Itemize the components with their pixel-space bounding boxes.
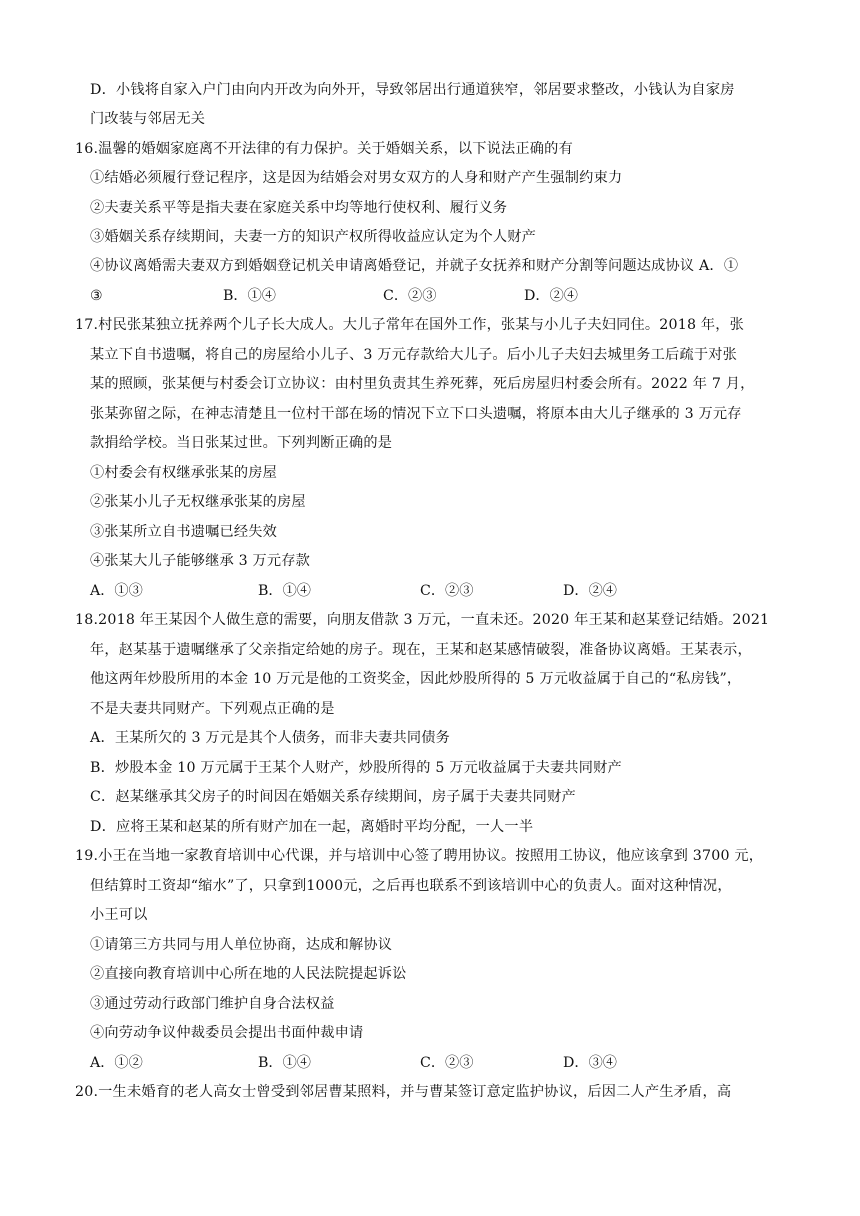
q17-stem-line4: 张某弥留之际，在神志清楚且一位村干部在场的情况下立下口头遗嘱，将原本由大儿子继承的 3 万元存	[90, 406, 742, 422]
q16-option-c: C．②③	[383, 288, 437, 304]
q15-option-d-line1: D．小钱将自家入户门由向内开改为向外开，导致邻居出行通道狭窄，邻居要求整改，小钱认为自家房	[90, 82, 735, 98]
q19-statement-4: ④向劳动争议仲裁委员会提出书面仲裁申请	[90, 1025, 364, 1041]
q19-stem-line3: 小王可以	[90, 907, 148, 923]
q16-statement-3: ③婚姻关系存续期间，夫妻一方的知识产权所得收益应认定为个人财产	[90, 229, 537, 245]
q18-option-c: C．赵某继承其父房子的时间因在婚姻关系存续期间，房子属于夫妻共同财产	[90, 789, 576, 805]
q16-statement-4: ④协议离婚需夫妻双方到婚姻登记机关申请离婚登记，并就子女抚养和财产分割等问题达成协议 A．①	[90, 258, 739, 274]
q18-stem-line1: 18.2018 年王某因个人做生意的需要，向朋友借款 3 万元，一直未还。2020 年王某和赵某登记结婚。2021	[75, 612, 770, 628]
q17-option-c: C．②③	[420, 583, 474, 599]
q19-option-c: C．②③	[420, 1055, 474, 1071]
q16-option-a-cont: ③	[90, 288, 103, 304]
q17-statement-4: ④张某大儿子能够继承 3 万元存款	[90, 553, 311, 569]
q19-option-a: A．①②	[90, 1055, 143, 1071]
q17-stem-line2: 某立下自书遗嘱，将自己的房屋给小儿子、3 万元存款给大儿子。后小儿子夫妇去城里务工后疏于对张	[90, 347, 737, 363]
q16-stem: 16.温馨的婚姻家庭离不开法律的有力保护。关于婚姻关系，以下说法正确的有	[75, 141, 573, 157]
q17-option-d: D．②④	[563, 583, 617, 599]
q19-stem-line2: 但结算时工资却“缩水”了，只拿到1000元，之后再也联系不到该培训中心的负责人。面对这种情况，	[90, 878, 732, 894]
q18-option-d: D．应将王某和赵某的所有财产加在一起，离婚时平均分配，一人一半	[90, 819, 534, 835]
q16-statement-2: ②夫妻关系平等是指夫妻在家庭关系中均等地行使权利、履行义务	[90, 200, 508, 216]
q17-stem-line3: 某的照顾，张某便与村委会订立协议：由村里负责其生养死葬，死后房屋归村委会所有。2022 年 7 月，	[90, 376, 755, 392]
q19-stem-line1: 19.小王在当地一家教育培训中心代课，并与培训中心签了聘用协议。按照用工协议，他应该拿到 3700 元，	[75, 848, 764, 864]
q20-stem-line1: 20.一生未婚育的老人高女士曾受到邻居曹某照料，并与曹某签订意定监护协议，后因二人产生矛盾，高	[75, 1084, 732, 1100]
q15-option-d-line2: 门改装与邻居无关	[90, 111, 206, 127]
q18-option-b: B．炒股本金 10 万元属于王某个人财产，炒股所得的 5 万元收益属于夫妻共同财产	[90, 760, 622, 776]
q17-option-b: B．①④	[258, 583, 311, 599]
q18-stem-line3: 他这两年炒股所用的本金 10 万元是他的工资奖金，因此炒股所得的 5 万元收益属于自己的“私房钱”，	[90, 671, 742, 687]
q17-option-a: A．①③	[90, 583, 143, 599]
q17-stem-line1: 17.村民张某独立抚养两个儿子长大成人。大儿子常年在国外工作，张某与小儿子夫妇同住。2018 年，张	[75, 317, 745, 333]
q16-statement-1: ①结婚必须履行登记程序，这是因为结婚会对男女双方的人身和财产产生强制约束力	[90, 170, 623, 186]
q17-stem-line5: 款捐给学校。当日张某过世。下列判断正确的是	[90, 435, 393, 451]
q19-option-b: B．①④	[258, 1055, 311, 1071]
q17-statement-3: ③张某所立自书遗嘱已经失效	[90, 524, 278, 540]
q18-stem-line4: 不是夫妻共同财产。下列观点正确的是	[90, 701, 335, 717]
q19-statement-2: ②直接向教育培训中心所在地的人民法院提起诉讼	[90, 966, 407, 982]
q18-stem-line2: 年，赵某基于遗嘱继承了父亲指定给她的房子。现在，王某和赵某感情破裂，准备协议离婚。王某表示，	[90, 642, 752, 658]
q16-option-d: D．②④	[524, 288, 578, 304]
q16-option-b: B．①④	[223, 288, 276, 304]
q18-option-a: A．王某所欠的 3 万元是其个人债务，而非夫妻共同债务	[90, 730, 451, 746]
q17-statement-1: ①村委会有权继承张某的房屋	[90, 465, 278, 481]
q17-statement-2: ②张某小儿子无权继承张某的房屋	[90, 494, 306, 510]
q19-statement-1: ①请第三方共同与用人单位协商，达成和解协议	[90, 937, 393, 953]
q19-statement-3: ③通过劳动行政部门维护自身合法权益	[90, 996, 335, 1012]
q19-option-d: D．③④	[563, 1055, 617, 1071]
